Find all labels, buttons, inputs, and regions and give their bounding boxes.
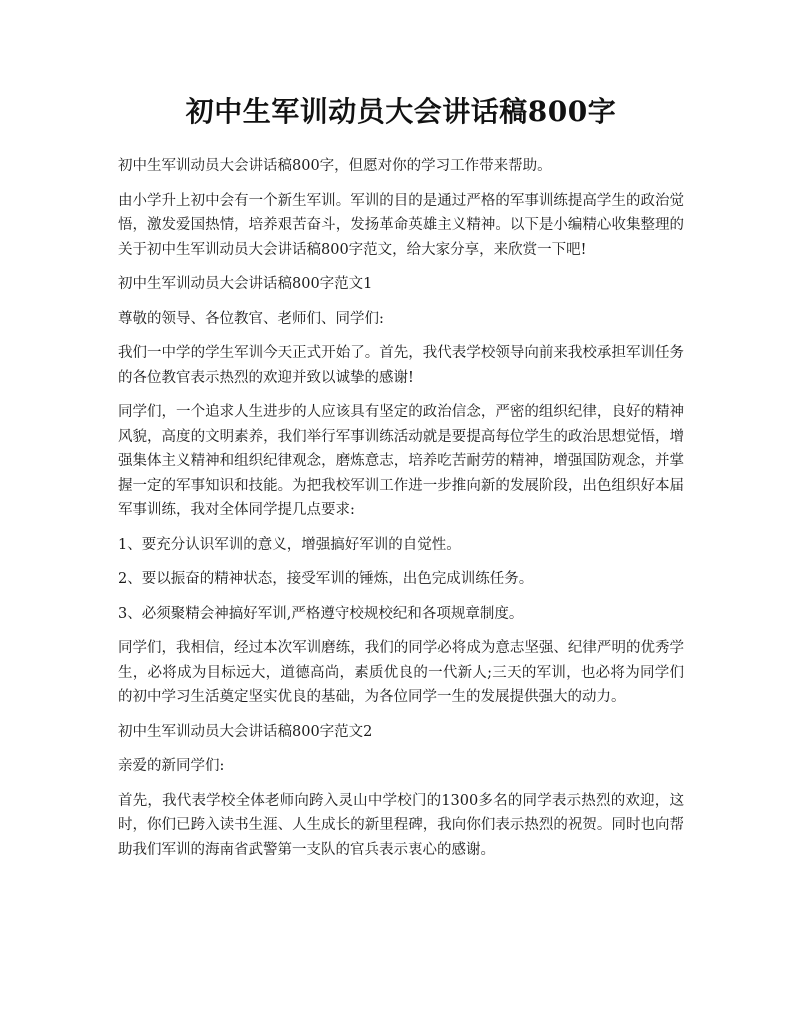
body-paragraph: 首先，我代表学校全体老师向跨入灵山中学校门的1300多名的同学表示热烈的欢迎，这时，你们已跨入读书生涯、人生成长的新里程碑，我向你们表示热烈的祝贺。同时也向帮助我们军训的海南省武警第一支队的官兵表示衷心的感谢。 xyxy=(118,792,684,858)
intro-paragraph: 初中生军训动员大会讲话稿800字，但愿对你的学习工作带来帮助。 xyxy=(118,158,552,174)
body-paragraph: 同学们，一个追求人生进步的人应该具有坚定的政治信念，严密的组织纪律，良好的精神风貌，高度的文明素养，我们举行军事训练活动就是要提高每位学生的政治思想觉悟，增强集体主义精神和组织纪律观念，磨炼意志，培养吃苦耐劳的精神，增强国防观念，并掌握一定的军事知识和技能。为把我校军训工作进一步推向新的发展阶段，出色组织好本届军事训练，我对全体同学提几点要求: xyxy=(118,404,684,518)
document-body xyxy=(118,154,684,862)
salutation-2: 亲爱的新同学们: xyxy=(118,758,225,774)
body-paragraph: 同学们，我相信，经过本次军训磨练，我们的同学必将成为意志坚强、纪律严明的优秀学生，必将成为目标远大，道德高尚，素质优良的一代新人;三天的军训，也必将为同学们的初中学习生活奠定坚实优良的基础，为各位同学一生的发展提供强大的动力。 xyxy=(118,640,684,705)
requirement-item-1: 1、要充分认识军训的意义，增强搞好军训的自觉性。 xyxy=(118,536,461,553)
section-heading-2: 初中生军训动员大会讲话稿800字范文2 xyxy=(118,723,373,740)
salutation-1: 尊敬的领导、各位教官、老师们、同学们: xyxy=(118,310,384,327)
summary-paragraph: 由小学升上初中会有一个新生军训。军训的目的是通过严格的军事训练提高学生的政治觉悟，激发爱国热情，培养艰苦奋斗，发扬革命英雄主义精神。以下是小编精心收集整理的关于初中生军训动员大会讲话稿800字范文，给大家分享，来欣赏一下吧! xyxy=(118,192,684,258)
requirement-item-3: 3、必须聚精会神搞好军训,严格遵守校规校纪和各项规章制度。 xyxy=(118,605,524,622)
requirement-item-2: 2、要以振奋的精神状态，接受军训的锤炼，出色完成训练任务。 xyxy=(118,571,534,587)
body-paragraph: 我们一中学的学生军训今天正式开始了。首先，我代表学校领导向前来我校承担军训任务的各位教官表示热烈的欢迎并致以诚挚的感谢! xyxy=(118,345,684,386)
section-heading-1: 初中生军训动员大会讲话稿800字范文1 xyxy=(118,276,373,292)
page-title: 初中生军训动员大会讲话稿800字 xyxy=(185,95,617,128)
